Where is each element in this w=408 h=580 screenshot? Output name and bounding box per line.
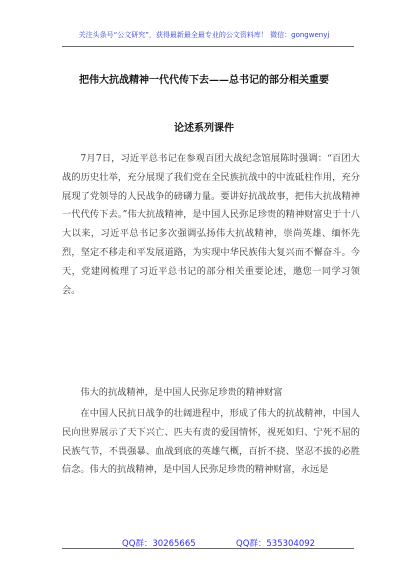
footer-qq-group-1: QQ群：30265665 xyxy=(122,539,196,549)
section-heading: 伟大的抗战精神，是中国人民弥足珍贵的精神财富 xyxy=(80,387,283,398)
header-note: 关注头条号“公文研究”，获得最新最全最专业的公文资料库！ 微信：gongwenyj xyxy=(78,31,330,39)
footer-qq-group-2: QQ群：535304092 xyxy=(236,539,316,549)
document-title-line1: 把伟大抗战精神一代代传下去——总书记的部分相关重要 xyxy=(79,75,329,86)
body-paragraph-1: 7月7日，习近平总书记在参观百团大战纪念馆展陈时强调：“百团大战的历史壮举，充分展现了我们党在全民族抗战中的中流砥柱作用，充分展现了党领导的人民战争的磅礴力量。要讲好抗战故事，把伟大抗战精神一代代传下去。”伟大抗战精神，是中国人民弥足珍贵的精神财富史于十八大以来，习近平总书记多次强调弘扬伟大抗战精神，崇尚英雄、缅怀先烈，坚定不移走和平发展道路，为实现中华民族伟大复兴而不懈奋斗。今天，党建网梳理了习近平总书记的部分相关重要论述，邀您一同学习领会。 xyxy=(62,153,360,296)
footer-divider xyxy=(62,548,354,549)
body-paragraph-2: 在中国人民抗日战争的壮阔进程中，形成了伟大的抗战精神，中国人民向世界展示了天下兴亡、匹夫有责的爱国情怀，视死如归、宁死不屈的民族气节，不畏强暴、血战到底的英雄气概，百折不挠、坚忍不拔的必胜信念。伟大的抗战精神，是中国人民弥足珍贵的精神财富，永远是 xyxy=(62,408,360,476)
header-divider xyxy=(62,46,354,47)
document-title-line2: 论述系列课件 xyxy=(174,123,234,134)
